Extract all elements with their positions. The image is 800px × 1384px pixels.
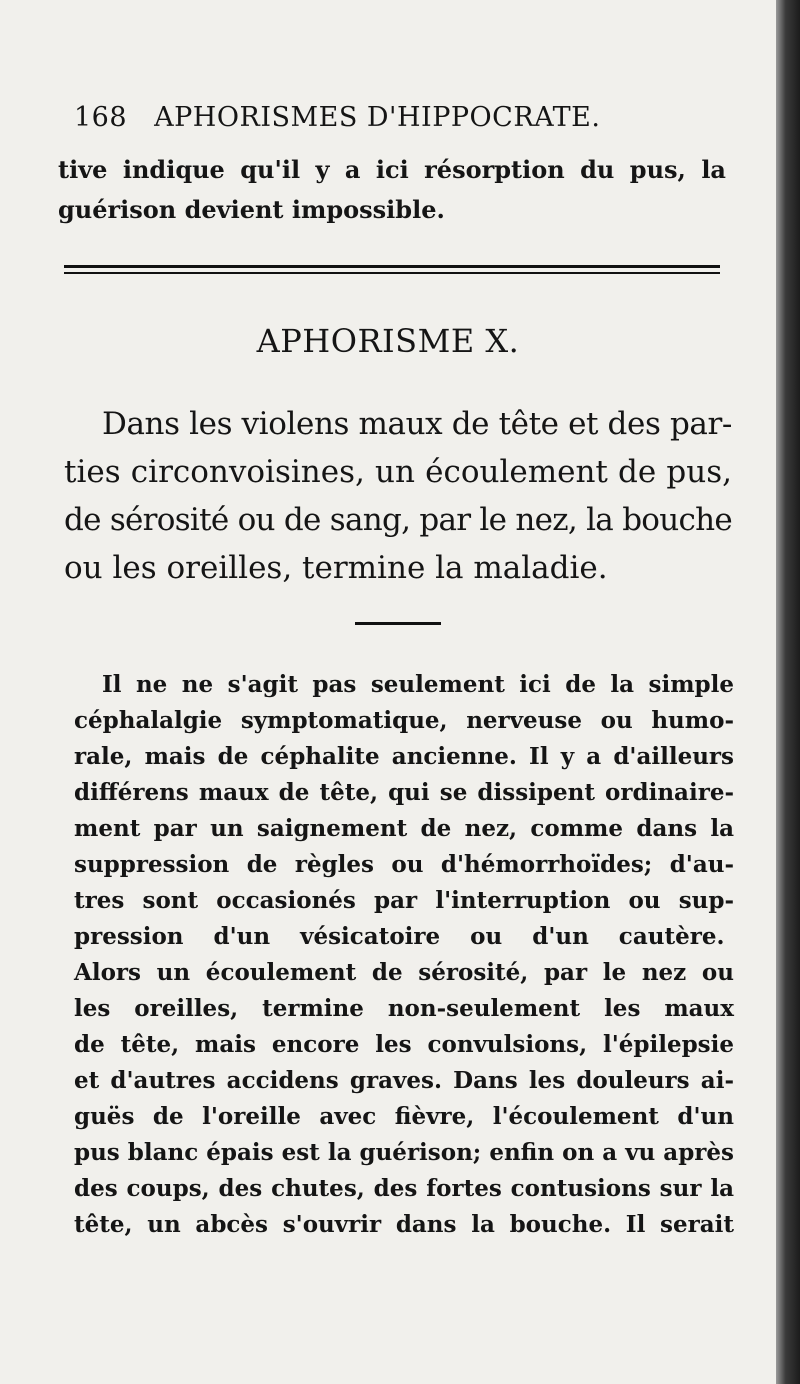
aphorism-title: APHORISME X.	[256, 322, 520, 360]
short-divider	[355, 622, 441, 625]
commentary-text	[74, 667, 734, 1243]
text-line: de sérosité ou de sang, par le nez, la bouche	[64, 502, 732, 538]
text-line: et d'autres accidens graves. Dans les douleurs ai-	[74, 1067, 734, 1094]
text-line: guës de l'oreille avec fièvre, l'écoulement d'un	[74, 1103, 734, 1130]
text-line: tive indique qu'il y a ici résorption du pus, la	[58, 155, 726, 184]
text-line: guérison devient impossible.	[58, 195, 445, 224]
text-line: céphalalgie symptomatique, nerveuse ou humo-	[74, 707, 734, 734]
text-line: ou les oreilles, termine la maladie.	[64, 550, 608, 586]
previous-commentary-end	[58, 150, 726, 230]
text-line: ties circonvoisines, un écoulement de pus,	[64, 454, 732, 490]
running-header	[74, 102, 734, 133]
text-line: tres sont occasionés par l'interruption ou sup-	[74, 887, 734, 914]
text-line: Il ne ne s'agit pas seulement ici de la simple	[102, 671, 734, 698]
text-line: des coups, des chutes, des fortes contusions sur la	[74, 1175, 734, 1202]
text-line: Alors un écoulement de sérosité, par le nez ou	[74, 959, 734, 986]
text-line: ment par un saignement de nez, comme dans la	[74, 815, 734, 842]
text-line: suppression de règles ou d'hémorrhoïdes; d'au-	[74, 851, 734, 878]
text-line: les oreilles, termine non-seulement les maux	[74, 995, 734, 1022]
page-number: 168	[74, 102, 128, 133]
text-line: pus blanc épais est la guérison; enfin on a vu après	[74, 1139, 734, 1166]
section-divider	[64, 265, 720, 274]
page-edge-shadow	[776, 0, 800, 1384]
text-line: de tête, mais encore les convulsions, l'épilepsie	[74, 1031, 734, 1058]
text-line: tête, un abcès s'ouvrir dans la bouche. Il serait	[74, 1211, 734, 1238]
aphorism-text	[64, 400, 732, 592]
running-title: APHORISMES D'HIPPOCRATE.	[154, 102, 601, 133]
text-line: rale, mais de céphalite ancienne. Il y a d'ailleurs	[74, 743, 734, 770]
text-line: Dans les violens maux de tête et des par-	[102, 406, 732, 442]
text-line: différens maux de tête, qui se dissipent ordinaire-	[74, 779, 734, 806]
text-line: pression d'un vésicatoire ou d'un cautère.	[74, 923, 725, 950]
